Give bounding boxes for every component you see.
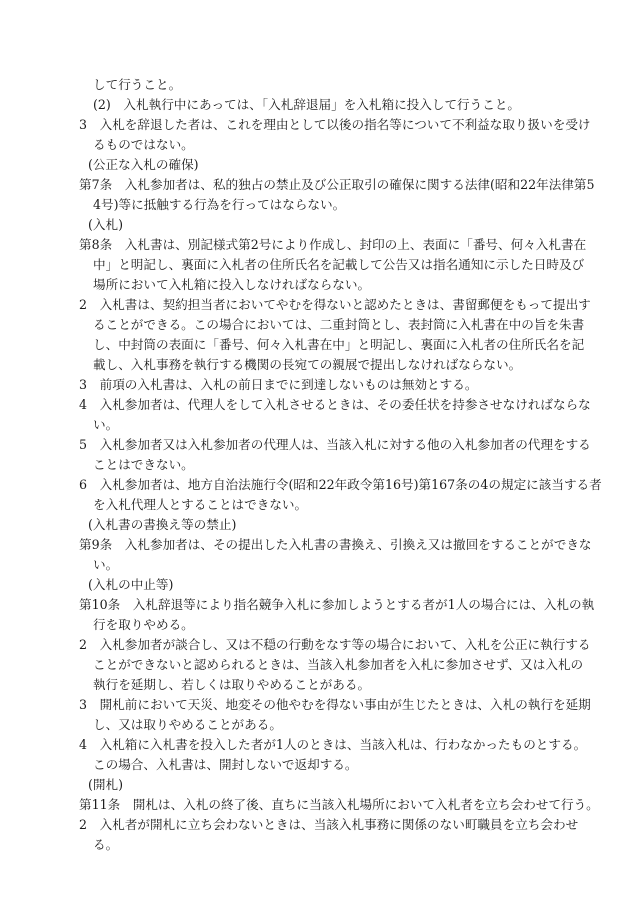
text-line: し、又は取りやめることがある。 — [93, 717, 282, 732]
text-line: 中」と明記し、裏面に入札者の住所氏名を記載して公告又は指名通知に示した日時及び — [93, 257, 585, 272]
text-line: 執行を延期し、若しくは取りやめることがある。 — [93, 677, 371, 692]
text-line: 3 入札を辞退した者は、これを理由として以後の指名等について不利益な取り扱いを受け — [79, 117, 591, 132]
text-line: 第7条 入札参加者は、私的独占の禁止及び公正取引の確保に関する法律(昭和22年法律第5 — [79, 177, 595, 192]
text-line: ことができないと認められるときは、当該入札参加者を入札に参加させず、又は入札の — [93, 657, 584, 672]
text-line: 5 入札参加者又は入札参加者の代理人は、当該入札に対する他の入札参加者の代理をする — [79, 437, 591, 452]
text-line: 2 入札書は、契約担当者においてやむを得ないと認めたときは、書留郵便をもって提出す — [79, 297, 591, 312]
text-line: 第9条 入札参加者は、その提出した入札書の書換え、引換え又は撤回をすることができな — [79, 537, 592, 552]
text-line: 2 入札者が開札に立ち会わないときは、当該入札事務に関係のない町職員を立ち会わせ — [79, 817, 579, 832]
text-line: 4号)等に抵触する行為を行ってはならない。 — [93, 197, 346, 212]
text-line: 第11条 開札は、入札の終了後、直ちに当該入札場所において入札者を立ち会わせて行う。 — [79, 797, 599, 812]
text-line: い。 — [93, 557, 119, 572]
section-heading: (公正な入札の確保) — [88, 157, 199, 172]
text-line: る。 — [93, 837, 119, 852]
text-line: し、中封筒の表面に「番号、何々入札書在中」と明記し、裏面に入札者の住所氏名を記 — [93, 337, 585, 352]
text-line: 6 入札参加者は、地方自治法施行令(昭和22年政令第16号)第167条の4の規定に該当する者 — [79, 477, 602, 492]
text-line: 場所において入札箱に投入しなければならない。 — [93, 277, 371, 292]
text-line: 3 開札前において天災、地変その他やむを得ない事由が生じたときは、入札の執行を延期 — [79, 697, 591, 712]
text-line: (2) 入札執行中にあっては、「入札辞退届」を入札箱に投入して行うこと。 — [93, 97, 521, 112]
text-line: この場合、入札書は、開封しないで返却する。 — [93, 757, 358, 772]
text-line: 第10条 入札辞退等により指名競争入札に参加しようとする者が1人の場合には、入札の執 — [79, 597, 595, 612]
text-line: るものではない。 — [93, 137, 194, 152]
text-line: を入札代理人とすることはできない。 — [93, 497, 308, 512]
text-line: 載し、入札事務を執行する機関の長宛ての親展で提出しなければならない。 — [93, 357, 522, 372]
section-heading: (入札書の書換え等の禁止) — [88, 517, 237, 532]
text-line: 4 入札箱に入札書を投入した者が1人のときは、当該入札は、行わなかったものとする。 — [79, 737, 587, 752]
section-heading: (開札) — [88, 777, 124, 792]
text-line: 行を取りやめる。 — [93, 617, 194, 632]
text-line: 2 入札参加者が談合し、又は不穏の行動をなす等の場合において、入札を公正に執行する — [79, 637, 591, 652]
text-line: して行うこと。 — [93, 77, 182, 92]
text-line: 第8条 入札書は、別記様式第2号により作成し、封印の上、表面に「番号、何々入札書在 — [79, 237, 587, 252]
text-line: い。 — [93, 417, 119, 432]
text-line: 4 入札参加者は、代理人をして入札させるときは、その委任状を持参させなければならな — [79, 397, 591, 412]
section-heading: (入札) — [88, 217, 124, 232]
section-heading: (入札の中止等) — [88, 577, 174, 592]
text-line: ことはできない。 — [93, 457, 194, 472]
text-line: ることができる。この場合においては、二重封筒とし、表封筒に入札書在中の旨を朱書 — [93, 317, 585, 332]
text-line: 3 前項の入札書は、入札の前日までに到達しないものは無効とする。 — [79, 377, 478, 392]
